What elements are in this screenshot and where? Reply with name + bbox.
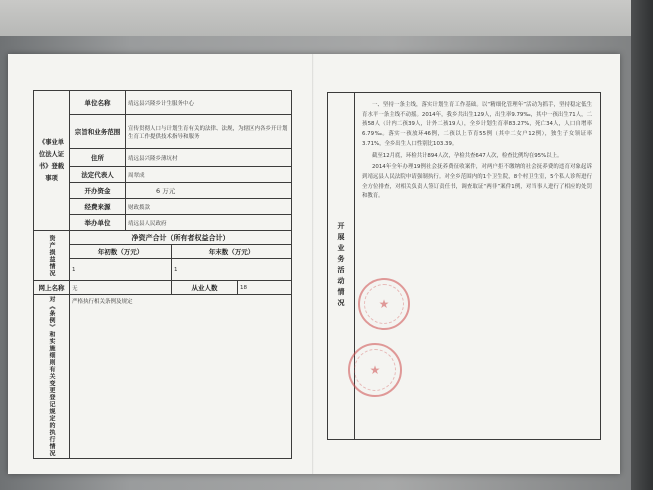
legal-rep-label: 法定代表人: [70, 167, 126, 183]
funding-value: 财政拨款: [126, 199, 292, 215]
year-end-label: 年末数（万元）: [172, 245, 292, 259]
sponsor-label: 举办单位: [70, 215, 126, 231]
year-end-value: 1: [172, 259, 292, 281]
fold-line: [312, 54, 314, 474]
right-page: [327, 92, 601, 440]
left-page: [33, 90, 291, 457]
legal-rep-value: 周翠成: [126, 167, 292, 183]
staff-count-value: 18: [238, 281, 292, 295]
unit-name-label: 单位名称: [70, 91, 126, 115]
year-begin-value: 1: [70, 259, 172, 281]
purpose-scope-label: 宗旨和业务范围: [70, 115, 126, 149]
desk-edge: [0, 0, 653, 36]
capital-value: 6 万元: [126, 183, 292, 199]
net-assets-header: 净资产合计（所有者权益合计）: [70, 231, 292, 245]
year-begin-label: 年初数（万元）: [70, 245, 172, 259]
registration-label-cell: [34, 91, 70, 231]
registration-table: [33, 90, 292, 459]
compliance-value: 严格执行相关条例及规定: [70, 295, 292, 459]
registration-label: 《事业单位法人证书》登载事项: [38, 138, 65, 182]
activity-paragraph: 截至12月底，环检共计894人次，孕检共查647人次，检查比例均在95%以上。: [372, 152, 563, 159]
activity-text: [362, 101, 592, 204]
assets-section-label: 资产损益情况: [34, 231, 70, 281]
staff-count-label: 从业人数: [172, 281, 238, 295]
sponsor-value: 靖远县人民政府: [126, 215, 292, 231]
address-label: 住所: [70, 149, 126, 167]
website-value: 无: [70, 281, 172, 295]
dark-edge: [631, 0, 653, 490]
compliance-label: 对《条例》和实施细则有关变更登记规定的执行情况: [34, 295, 70, 459]
activity-label-column: [328, 93, 355, 439]
official-seal: ★: [358, 278, 410, 330]
capital-label: 开办资金: [70, 183, 126, 199]
purpose-scope-value: 宣传贯彻人口与计划生育有关的法律、法规，为辖区内各乡开计划生育工作提供技术指导和服务: [126, 115, 292, 149]
website-label: 网上名称: [34, 281, 70, 295]
activity-paragraph: 2014年全年办理19例社会抚养费征收案件，对两户拒不缴纳的社会抚养费的违育对象起诉到靖远县人民法院申请强制执行。对全乡范围内的1个卫生院，8个村卫生室，5个私人诊所进行全方位排查，对相关负责人签订责任书，调查取证“两非”案件1例，对当事人进行了相应的处罚和教育。: [362, 164, 592, 200]
funding-label: 经费来源: [70, 199, 126, 215]
address-value: 靖远县兴隆乡薄坑村: [126, 149, 292, 167]
activity-label: 开展业务活动情况: [337, 222, 345, 310]
document-sheet: [8, 54, 620, 474]
unit-name-value: 靖远县兴隆乡计生服务中心: [126, 91, 292, 115]
official-seal: ★: [348, 343, 402, 397]
activity-paragraph: 一、坚持一条主线，落实计划生育工作基础。以“精细化管理年”活动为抓手，坚持稳定低生育水平一条主线不动摇。2014年，我乡共出生129人，出生率9.79‰，其中一孩出生71人，二孩58人（计内二孩39人，计外二孩19人），全乡计划生育率83.27%，死亡34人，人口自增率6.79‰。落实一孩放环46例，二孩以上节育55例（其中二女户12例），独生子女领证率3.71%，全乡出生人口性别比103.39。: [362, 102, 592, 147]
